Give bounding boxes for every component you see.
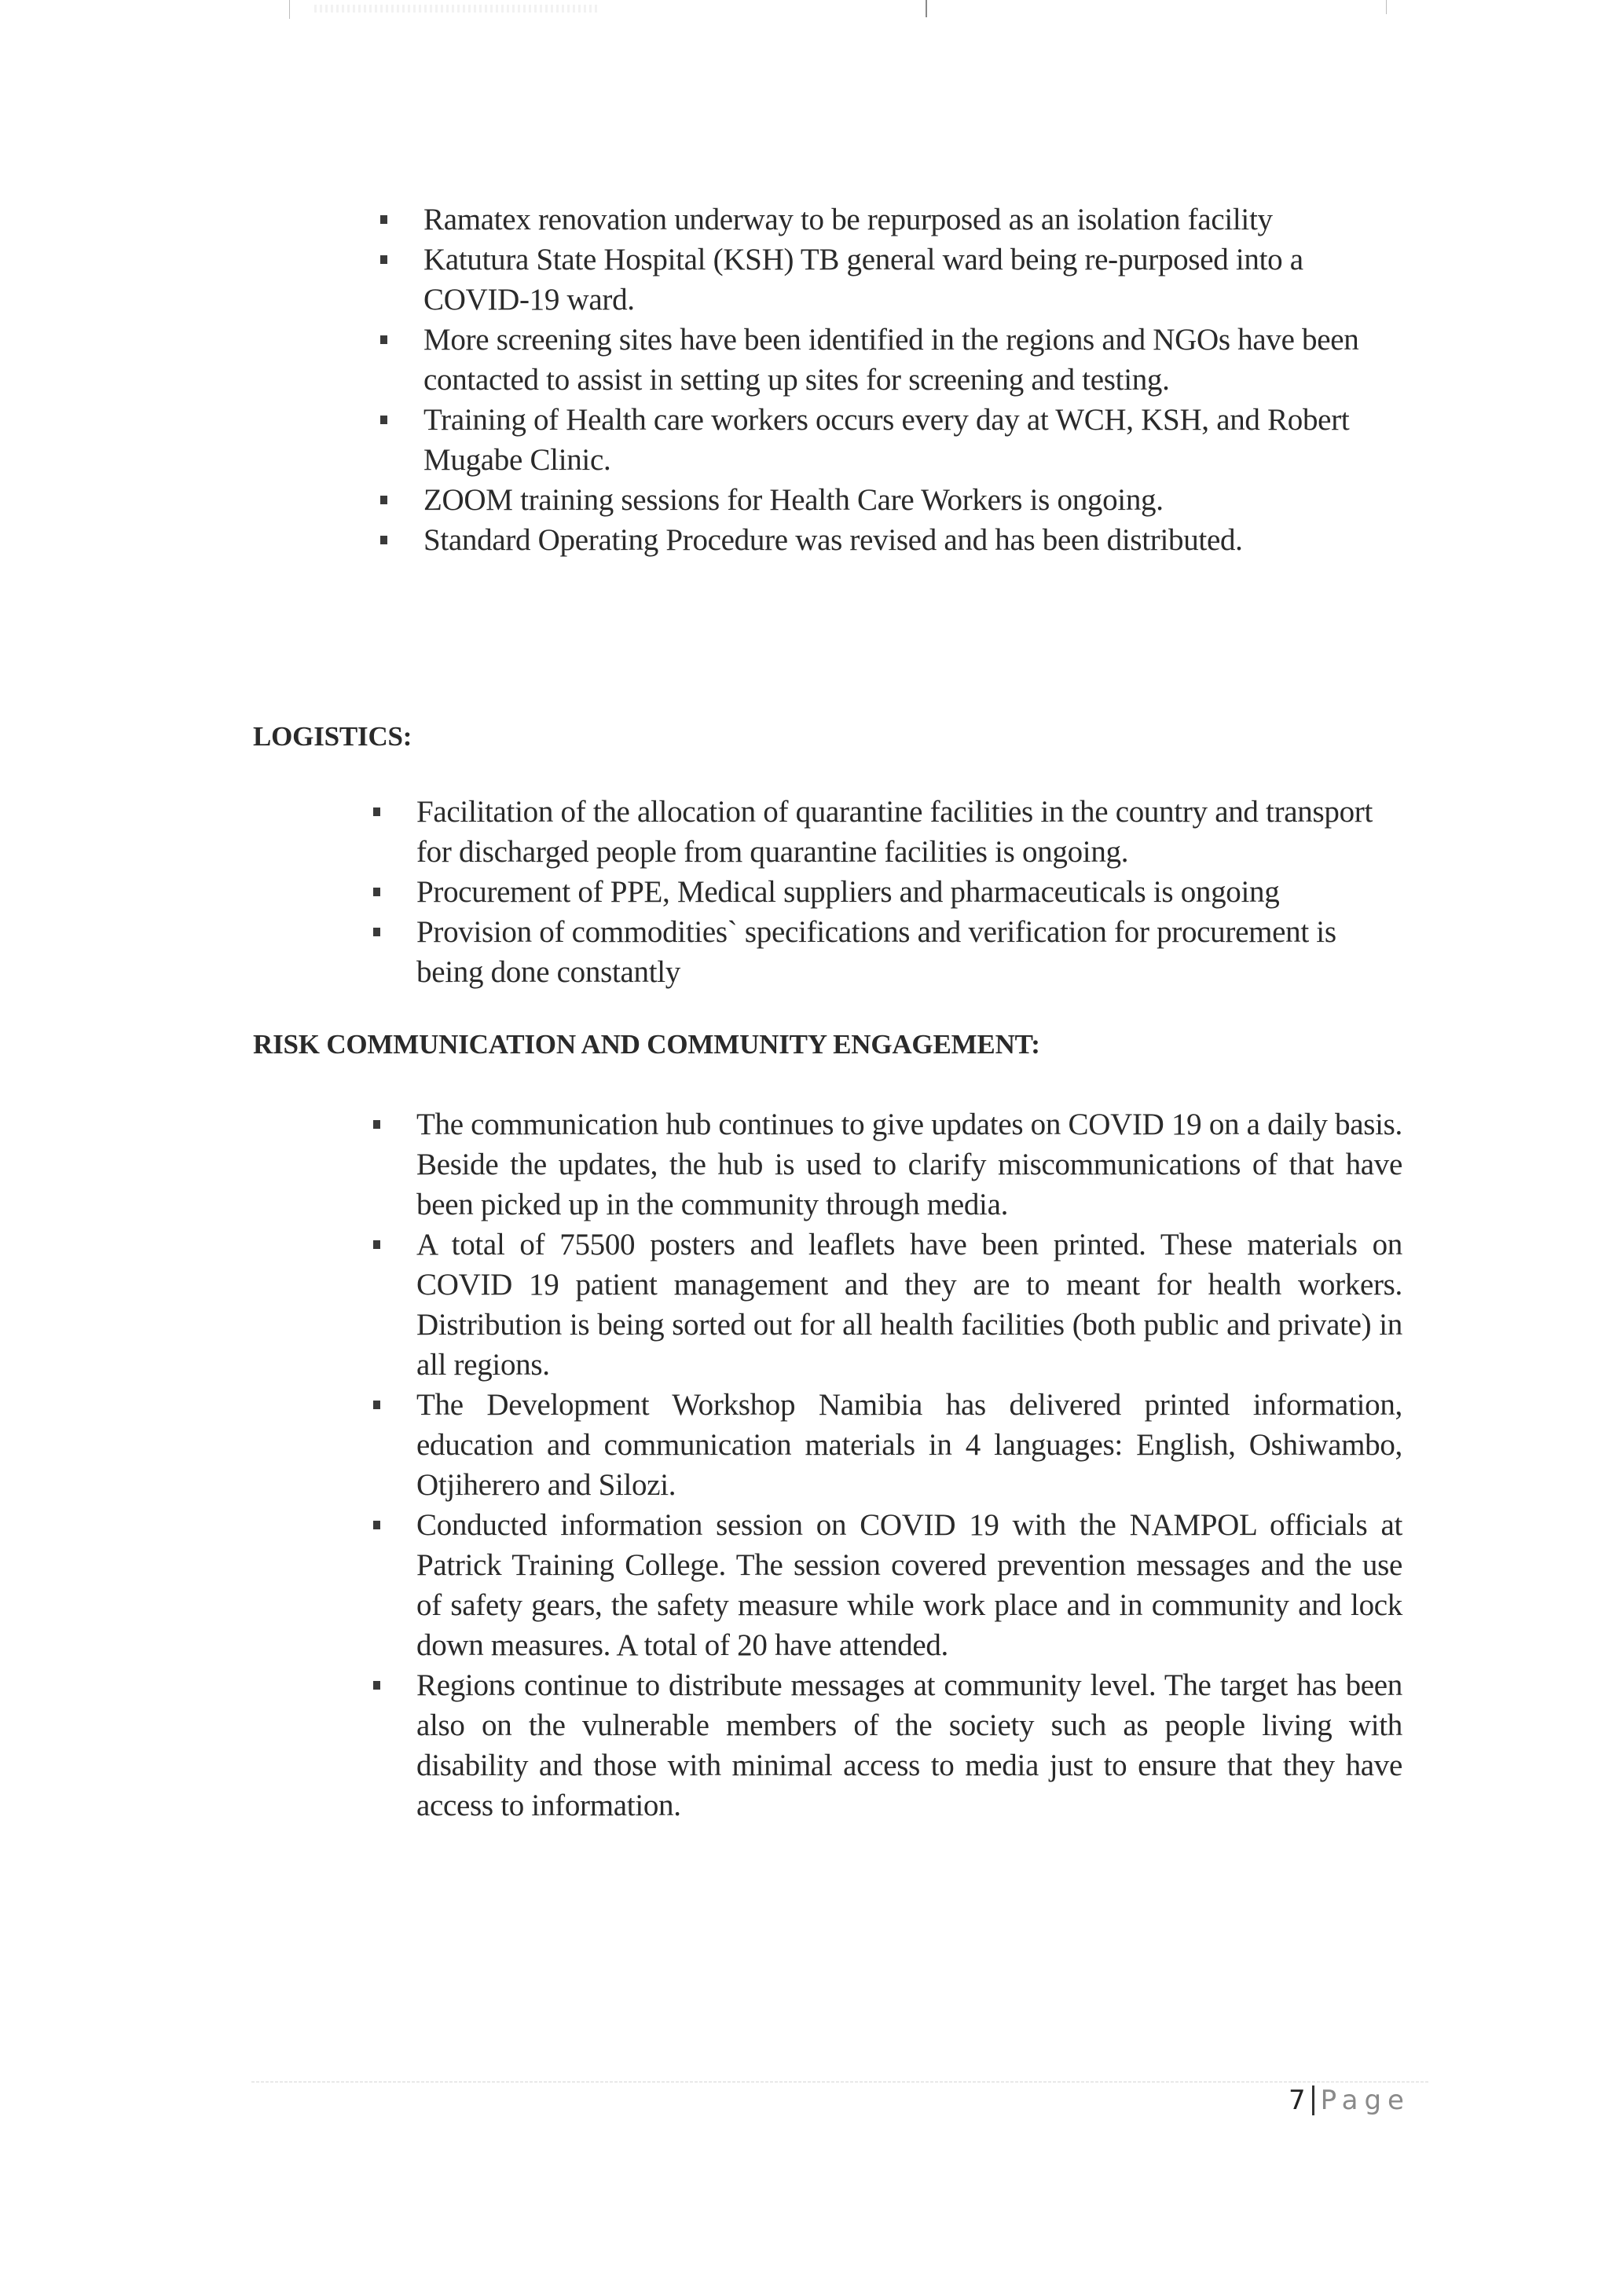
- list-item: [373, 912, 1402, 992]
- page-number: 7: [1289, 2085, 1306, 2116]
- list-item: [373, 1225, 1402, 1385]
- section-heading-logistics: LOGISTICS:: [253, 721, 412, 752]
- risk-communication-bullet-list: [373, 1104, 1402, 1825]
- scan-artifact: [926, 0, 927, 17]
- list-item-text: Ramatex renovation underway to be repurposed as an isolation facility: [423, 203, 1273, 236]
- list-item-text: Procurement of PPE, Medical suppliers and pharmaceuticals is ongoing: [416, 875, 1280, 909]
- square-bullet-icon: [373, 1401, 380, 1409]
- list-item: [373, 1104, 1402, 1225]
- list-item-text: Regions continue to distribute messages at community level. The target has been also on the vulnerable members of the society such as people living with disability and those with minimal access to media just to ensure that they have access to information.: [416, 1668, 1402, 1822]
- square-bullet-icon: [380, 255, 387, 264]
- logistics-bullet-list: [373, 792, 1402, 992]
- square-bullet-icon: [380, 496, 387, 504]
- page-separator: [1312, 2085, 1314, 2115]
- section-heading-risk-communication: RISK COMMUNICATION AND COMMUNITY ENGAGEMENT:: [253, 1029, 1040, 1060]
- square-bullet-icon: [373, 1681, 380, 1690]
- list-item: [380, 240, 1402, 320]
- list-item: [380, 400, 1402, 480]
- square-bullet-icon: [373, 888, 380, 896]
- list-item: [373, 1505, 1402, 1665]
- square-bullet-icon: [380, 416, 387, 424]
- list-item: [380, 200, 1402, 240]
- scan-artifact: [1386, 0, 1387, 14]
- top-bullet-list: [380, 200, 1402, 560]
- square-bullet-icon: [373, 1521, 380, 1529]
- list-item: [373, 1385, 1402, 1505]
- list-item: [380, 480, 1402, 520]
- list-item-text: Katutura State Hospital (KSH) TB general ward being re-purposed into a COVID-19 ward.: [423, 243, 1303, 317]
- scan-artifact: [314, 5, 597, 13]
- list-item-text: Facilitation of the allocation of quarantine facilities in the country and transport for discharged people from quarantine facilities is ongoing.: [416, 795, 1373, 869]
- list-item: [380, 520, 1402, 560]
- scan-artifact: [289, 0, 290, 19]
- page-label: Page: [1320, 2085, 1410, 2116]
- square-bullet-icon: [373, 928, 380, 936]
- list-item: [373, 792, 1402, 872]
- list-item: [380, 320, 1402, 400]
- square-bullet-icon: [380, 215, 387, 224]
- list-item-text: A total of 75500 posters and leaflets have been printed. These materials on COVID 19 patient management and they are to meant for health workers. Distribution is being sorted out for all health facilities (both public and private) in all regions.: [416, 1228, 1402, 1382]
- list-item-text: Provision of commodities` specifications and verification for procurement is being done constantly: [416, 915, 1336, 989]
- list-item-text: More screening sites have been identified in the regions and NGOs have been contacted to assist in setting up sites for screening and testing.: [423, 323, 1359, 397]
- square-bullet-icon: [380, 536, 387, 544]
- list-item-text: ZOOM training sessions for Health Care Workers is ongoing.: [423, 483, 1164, 517]
- list-item: [373, 872, 1402, 912]
- list-item-text: The Development Workshop Namibia has delivered printed information, education and communication materials in 4 languages: English, Oshiwambo, Otjiherero and Silozi.: [416, 1388, 1402, 1502]
- list-item-text: Standard Operating Procedure was revised and has been distributed.: [423, 523, 1243, 557]
- page-footer: [1289, 2085, 1410, 2116]
- square-bullet-icon: [373, 1240, 380, 1249]
- square-bullet-icon: [373, 1120, 380, 1129]
- square-bullet-icon: [380, 335, 387, 344]
- list-item: [373, 1665, 1402, 1825]
- list-item-text: Training of Health care workers occurs every day at WCH, KSH, and Robert Mugabe Clinic.: [423, 403, 1350, 477]
- list-item-text: The communication hub continues to give updates on COVID 19 on a daily basis. Beside the updates, the hub is used to clarify miscommunications of that have been picked up in the community through media.: [416, 1108, 1403, 1221]
- square-bullet-icon: [373, 807, 380, 816]
- list-item-text: Conducted information session on COVID 19 with the NAMPOL officials at Patrick Training College. The session covered prevention messages and the use of safety gears, the safety measure while work place and in community and lock down measures. A total of 20 have attended.: [416, 1508, 1402, 1662]
